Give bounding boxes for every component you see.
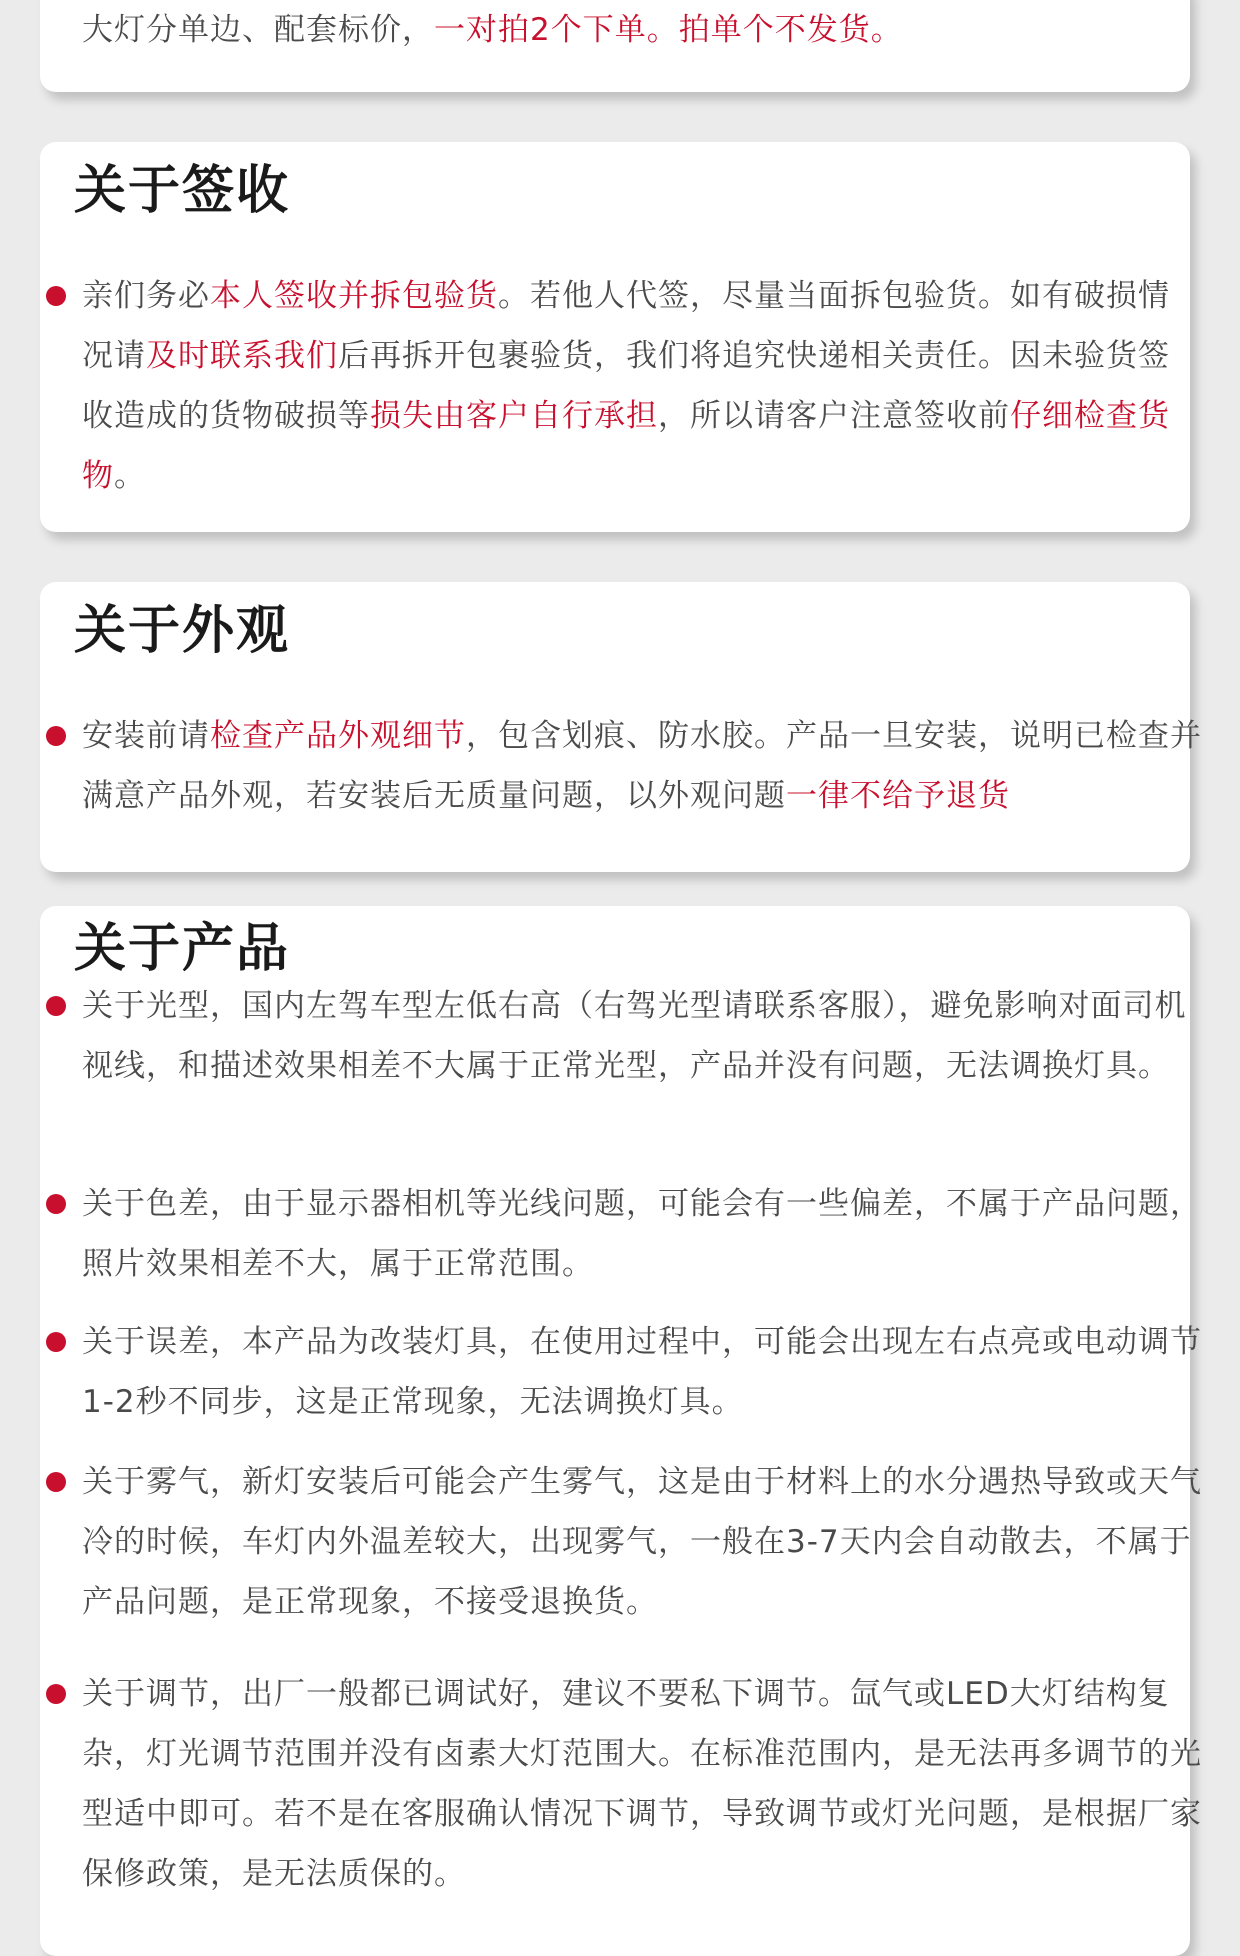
sign-section-title: 关于签收 <box>74 161 291 221</box>
top-note-card <box>40 0 1190 92</box>
bullet-dot-icon <box>46 726 66 746</box>
product-section-card <box>40 906 1202 1956</box>
sign-seg-6: ，所以请客户注意签收前 <box>658 398 1010 434</box>
product-item-text: 关于光型，国内左驾车型左低右高（右驾光型请联系客服），避免影响对面司机视线，和描述效果相差不大属于正常光型，产品并没有问题，无法调换灯具。 <box>82 988 1187 1084</box>
sign-seg-7: 仔细检查货物 <box>82 398 1170 494</box>
sign-seg-4: 后再拆开包裹验货，我们将追究快递相关责任。因未验货签收造成的货物破损等 <box>82 338 1170 434</box>
appearance-seg-2: ，包含划痕、防水胶。产品一旦安装，说明已检查并满意产品外观，若安装后无质量问题，以外观问题 <box>82 718 1202 814</box>
appearance-section-title: 关于外观 <box>74 601 291 661</box>
bullet-dot-icon <box>46 1472 66 1492</box>
appearance-section-card <box>40 582 1202 872</box>
top-note-text <box>82 0 1207 60</box>
bullet-dot-icon <box>46 1194 66 1214</box>
bullet-dot-icon <box>46 286 66 306</box>
bullet-dot-icon <box>46 996 66 1016</box>
product-item-text: 关于调节，出厂一般都已调试好，建议不要私下调节。氙气或LED大灯结构复杂，灯光调节范围并没有卤素大灯范围大。在标准范围内，是无法再多调节的光型适中即可。若不是在客服确认情况下调节，导致调节或灯光问题，是根据厂家保修政策，是无法质保的。 <box>82 1676 1202 1892</box>
bullet-dot-icon <box>46 1332 66 1352</box>
sign-seg-0: 亲们务必 <box>82 278 210 314</box>
sign-seg-3: 及时联系我们 <box>146 338 338 374</box>
appearance-seg-3: 一律不给予退货 <box>786 778 1010 814</box>
product-item-text: 关于色差，由于显示器相机等光线问题，可能会有一些偏差，不属于产品问题，照片效果相差不大，属于正常范围。 <box>82 1186 1202 1282</box>
sign-text <box>82 266 1182 506</box>
appearance-seg-0: 安装前请 <box>82 718 210 754</box>
sign-seg-5: 损失由客户自行承担 <box>370 398 658 434</box>
sign-seg-8: 。 <box>114 458 146 494</box>
appearance-text <box>82 706 1207 826</box>
bullet-dot-icon <box>46 1684 66 1704</box>
product-item-text: 关于误差，本产品为改装灯具，在使用过程中，可能会出现左右点亮或电动调节1-2秒不同步，这是正常现象，无法调换灯具。 <box>82 1324 1202 1420</box>
appearance-seg-1: 检查产品外观细节 <box>210 718 466 754</box>
top-note-seg-1: 一对拍2个下单。拍单个不发货。 <box>434 12 903 48</box>
product-item-text: 关于雾气，新灯安装后可能会产生雾气，这是由于材料上的水分遇热导致或天气冷的时候，车灯内外温差较大，出现雾气，一般在3-7天内会自动散去，不属于产品问题，是正常现象，不接受退换货。 <box>82 1464 1202 1620</box>
sign-section-card <box>40 142 1190 532</box>
sign-seg-2: 。若他人代签，尽量当面拆包验货。如有破损情况请 <box>82 278 1170 374</box>
sign-seg-1: 本人签收并拆包验货 <box>210 278 498 314</box>
top-note-seg-0: 大灯分单边、配套标价， <box>82 12 434 48</box>
product-section-title: 关于产品 <box>74 919 291 979</box>
